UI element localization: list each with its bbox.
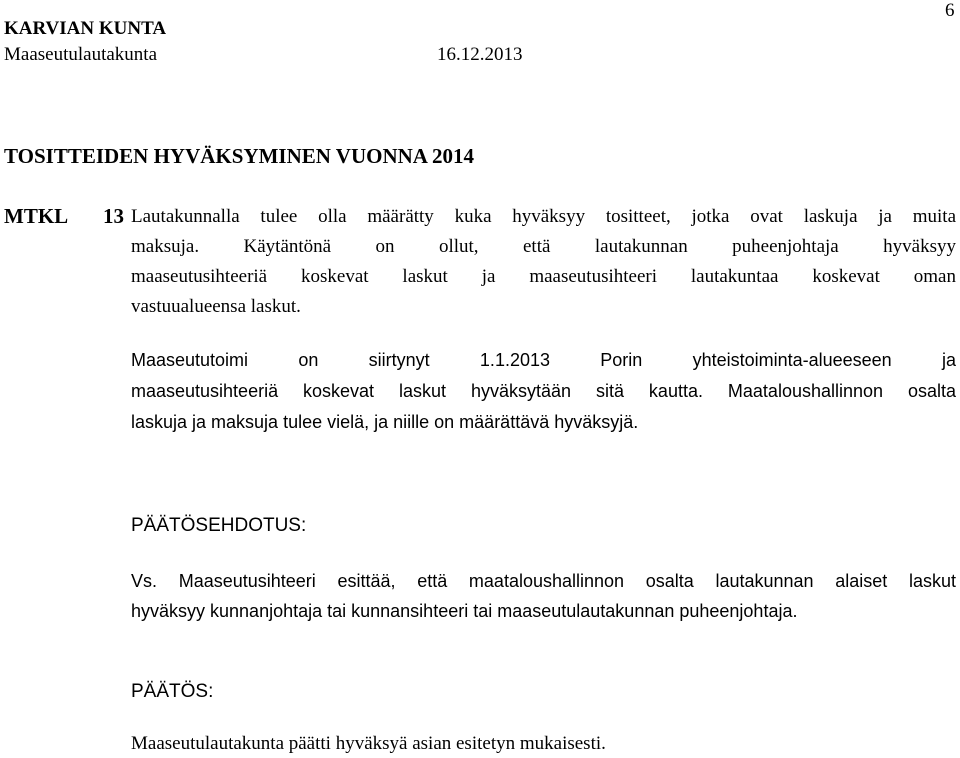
paragraph-line: laskuja ja maksuja tulee vielä, ja niille on määrättävä hyväksyjä. xyxy=(131,412,639,432)
section-id: MTKL xyxy=(4,204,69,228)
committee-name: Maaseutulautakunta xyxy=(4,44,158,65)
paragraph-line: maaseutusihteeriä koskevat laskut ja maaseutusihteeri lautakuntaa koskevat oman xyxy=(131,266,956,287)
paragraph-line: hyväksyy kunnanjohtaja tai kunnansihteeri tai maaseutulautakunnan puheenjohtaja. xyxy=(131,601,798,621)
paragraph-line: Vs. Maaseutusihteeri esittää, että maataloushallinnon osalta lautakunnan alaiset laskut xyxy=(131,571,956,591)
organization-name: KARVIAN KUNTA xyxy=(4,18,167,39)
page-number: 6 xyxy=(945,0,955,21)
section-number: 13 xyxy=(103,204,124,228)
meeting-date: 16.12.2013 xyxy=(437,44,523,65)
paragraph-line: vastuualueensa laskut. xyxy=(131,296,301,317)
paragraph-line: maaseutusihteeriä koskevat laskut hyväksytään sitä kautta. Maataloushallinnon osalta xyxy=(131,381,956,401)
paragraph-line: Maaseututoimi on siirtynyt 1.1.2013 Porin yhteistoiminta-alueeseen ja xyxy=(131,350,956,370)
document-title: TOSITTEIDEN HYVÄKSYMINEN VUONNA 2014 xyxy=(4,144,475,168)
proposal-heading: PÄÄTÖSEHDOTUS: xyxy=(131,515,307,536)
decision-heading: PÄÄTÖS: xyxy=(131,681,214,702)
decision-text: Maaseutulautakunta päätti hyväksyä asian esitetyn mukaisesti. xyxy=(131,733,606,754)
paragraph-line: Lautakunnalla tulee olla määrätty kuka hyväksyy tositteet, jotka ovat laskuja ja muita xyxy=(131,206,956,227)
paragraph-line: maksuja. Käytäntönä on ollut, että lautakunnan puheenjohtaja hyväksyy xyxy=(131,236,956,257)
